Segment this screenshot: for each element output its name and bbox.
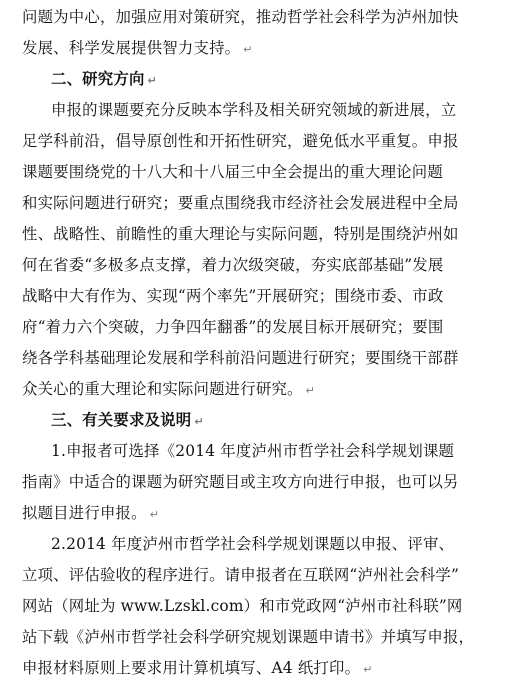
- line-text: 问题为中心，加强应用对策研究，推动哲学社会科学为泸州加快: [22, 8, 459, 26]
- line-text: 立项、评估验收的程序进行。请申报者在互联网“泸州社会科学”: [22, 566, 460, 584]
- line-text: 战略中大有作为、实现“两个率先”开展研究；围绕市委、市政: [22, 287, 444, 305]
- line-text: 众关心的重大理论和实际问题进行研究。: [22, 380, 303, 398]
- text-line: [22, 2, 459, 32]
- paragraph-mark-icon: ↵: [243, 43, 253, 56]
- text-line: [22, 653, 373, 683]
- text-line: [51, 95, 456, 125]
- text-line: [22, 126, 459, 156]
- heading-text: 二、研究方向: [51, 70, 145, 88]
- text-line: [22, 498, 159, 528]
- line-text: 性、战略性、前瞻性的重大理论与实际问题，特别是围绕泸州如: [22, 225, 459, 243]
- text-line: [22, 467, 459, 497]
- section-heading: [51, 64, 157, 94]
- heading-text: 三、有关要求及说明: [51, 411, 192, 429]
- text-line: [22, 560, 459, 590]
- line-text: 站下载《泸州市哲学社会科学研究规划课题申请书》并填写申报，: [22, 628, 475, 646]
- line-text: 指南》中适合的课题为研究题目或主攻方向进行申报，也可以另: [22, 473, 459, 491]
- line-text: 和实际问题进行研究；要重点围绕我市经济社会发展进程中全局: [22, 194, 459, 212]
- line-text: 申报材料原则上要求用计算机填写、A4 纸打印。: [22, 659, 361, 677]
- text-line: [51, 529, 454, 559]
- text-line: [22, 157, 443, 187]
- text-line: [22, 374, 315, 404]
- line-text: 网站（网址为 www.Lzskl.com）和市党政网“泸州市社科联”网: [22, 597, 463, 615]
- line-text: 申报的课题要充分反映本学科及相关研究领域的新进展，立: [51, 101, 457, 119]
- section-heading: [51, 405, 204, 435]
- text-line: [22, 250, 444, 280]
- line-text: 足学科前沿，倡导原创性和开拓性研究，避免低水平重复。申报: [22, 132, 459, 150]
- paragraph-mark-icon: ↵: [149, 508, 160, 521]
- line-text: 拟题目进行申报。: [22, 504, 147, 522]
- line-text: 绕各学科基础理论发展和学科前沿问题进行研究；要围绕干部群: [22, 349, 459, 367]
- text-line: [22, 188, 459, 218]
- line-text: 府“着力六个突破，力争四年翻番”的发展目标开展研究；要围: [22, 318, 444, 336]
- line-text: 课题要围绕党的十八大和十八届三中全会提出的重大理论问题: [22, 163, 443, 181]
- text-line: [22, 343, 459, 373]
- paragraph-mark-icon: ↵: [363, 663, 373, 676]
- text-line: [22, 312, 444, 342]
- text-line: [22, 622, 474, 652]
- line-text: 何在省委“多极多点支撑，着力次级突破，夯实底部基础”发展: [22, 256, 444, 274]
- text-line: [22, 591, 462, 621]
- line-text: 发展、科学发展提供智力支持。: [22, 39, 241, 57]
- paragraph-mark-icon: ↵: [194, 415, 204, 428]
- paragraph-mark-icon: ↵: [147, 74, 157, 87]
- text-line: [51, 436, 454, 466]
- text-line: [22, 219, 459, 249]
- text-line: [22, 281, 444, 311]
- line-text: 2.2014 年度泸州市哲学社会科学规划课题以申报、评审、: [51, 535, 455, 553]
- line-text: 1.申报者可选择《2014 年度泸州市哲学社会科学规划课题: [51, 442, 455, 460]
- paragraph-mark-icon: ↵: [305, 384, 316, 397]
- text-line: [22, 33, 253, 63]
